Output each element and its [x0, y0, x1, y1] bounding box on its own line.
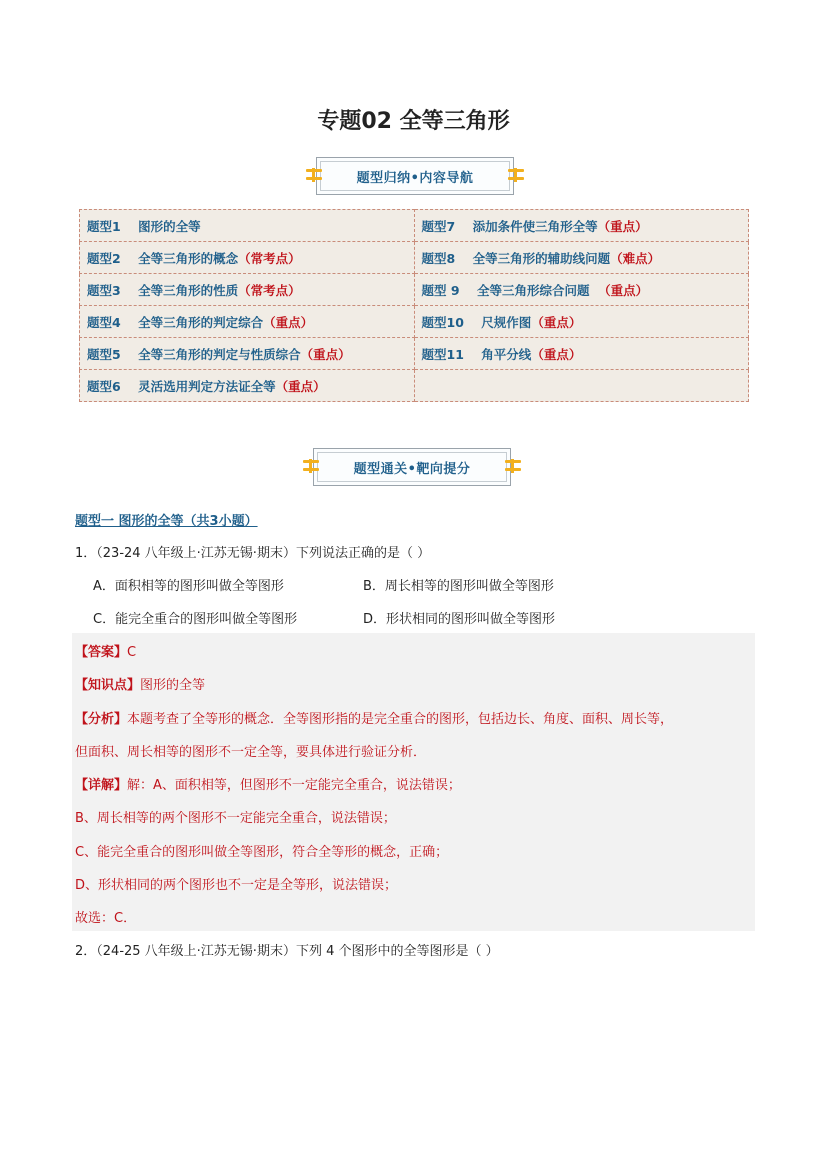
nav-row [80, 338, 749, 370]
nav-topic-label: 题型1 图形的全等 [87, 218, 201, 234]
question-1-stem: 1．（23-24 八年级上·江苏无锡·期末）下列说法正确的是（ ） [75, 546, 431, 561]
nav-topic-tag: （重点） [531, 346, 582, 362]
nav-topic-tag: （常考点） [238, 282, 301, 298]
question-1-option-d: D．形状相同的图形叫做全等图形 [363, 612, 556, 627]
nav-topic-label: 题型2 全等三角形的概念 [87, 250, 239, 266]
nav-row [80, 370, 749, 402]
question-1-option-a: A．面积相等的图形叫做全等图形 [93, 579, 284, 594]
detail-line-2: B、周长相等的两个图形不一定能完全重合，说法错误； [75, 811, 396, 826]
knowledge-point-value: 图形的全等 [140, 678, 206, 693]
section-title: 题型一 图形的全等（共3小题） [75, 514, 258, 529]
banner-title: 题型归纳•内容导航 [356, 171, 474, 186]
analysis-line-2 [75, 741, 426, 760]
nav-row [80, 306, 749, 338]
answer-value: C [127, 645, 137, 660]
nav-cell[interactable] [80, 370, 415, 402]
nav-topic-label: 题型3 全等三角形的性质 [87, 282, 239, 298]
answer-label: 【答案】 [75, 645, 128, 660]
nav-topic-label: 题型8 全等三角形的辅助线问题 [421, 250, 611, 266]
detail-line-4: D、形状相同的两个图形也不一定是全等形，说法错误； [75, 878, 398, 893]
nav-cell[interactable] [414, 210, 749, 242]
nav-topic-tag: （重点） [531, 314, 582, 330]
nav-topic-label: 题型6 灵活选用判定方法证全等 [87, 378, 276, 394]
banner-practice [299, 448, 525, 486]
nav-topic-label: 题型5 全等三角形的判定与性质综合 [87, 346, 301, 362]
knowledge-point-line [75, 674, 205, 693]
nav-cell[interactable] [414, 242, 749, 274]
nav-topic-label: 题型10 尺规作图 [421, 314, 532, 330]
nav-topic-tag: （重点） [597, 218, 648, 234]
banner-content-nav [302, 157, 528, 195]
nav-cell[interactable] [80, 338, 415, 370]
question-1-option-c: C．能完全重合的图形叫做全等图形 [93, 612, 298, 627]
analysis-text-2: 但面积、周长相等的图形不一定全等，要具体进行验证分析． [75, 745, 427, 760]
nav-topic-label: 题型4 全等三角形的判定综合 [87, 314, 264, 330]
question-2-stem: 2．（24-25 八年级上·江苏无锡·期末）下列 4 个图形中的全等图形是（ ） [75, 944, 499, 959]
nav-cell[interactable] [414, 274, 749, 306]
nav-cell[interactable] [414, 306, 749, 338]
nav-topic-tag: （重点） [275, 378, 326, 394]
nav-cell[interactable] [80, 274, 415, 306]
banner-title: 题型通关•靶向提分 [353, 462, 471, 477]
nav-cell[interactable] [414, 338, 749, 370]
nav-cell[interactable] [80, 306, 415, 338]
nav-topic-label: 题型11 角平分线 [421, 346, 532, 362]
detail-line-1 [75, 774, 461, 793]
analysis-text-1: 本题考查了全等形的概念．全等图形指的是完全重合的图形，包括边长、角度、面积、周长等， [127, 712, 674, 727]
answer-line [75, 641, 136, 660]
nav-cell[interactable] [80, 242, 415, 274]
detail-line-3: C、能完全重合的图形叫做全等图形，符合全等形的概念，正确； [75, 845, 449, 860]
analysis-line-1 [75, 708, 673, 727]
detail-text-1: 解：A、面积相等，但图形不一定能完全重合，说法错误； [127, 778, 461, 793]
detail-label: 【详解】 [75, 778, 128, 793]
nav-row [80, 210, 749, 242]
knowledge-point-label: 【知识点】 [75, 678, 141, 693]
conclusion-line: 故选：C． [75, 911, 137, 926]
nav-topic-tag: （常考点） [238, 250, 301, 266]
analysis-label: 【分析】 [75, 712, 128, 727]
question-1-option-b: B．周长相等的图形叫做全等图形 [363, 579, 554, 594]
page-title: 专题02 全等三角形 [317, 109, 510, 134]
nav-row [80, 274, 749, 306]
nav-topic-tag: （重点） [598, 282, 649, 298]
nav-topic-label: 题型7 添加条件使三角形全等 [421, 218, 598, 234]
nav-row [80, 242, 749, 274]
nav-topic-tag: （重点） [263, 314, 314, 330]
nav-cell[interactable] [80, 210, 415, 242]
nav-cell [414, 370, 749, 402]
topic-nav-table [79, 209, 749, 402]
nav-topic-tag: （重点） [300, 346, 351, 362]
nav-topic-label: 题型 9 全等三角形综合问题 [421, 282, 599, 298]
nav-topic-tag: （难点） [610, 250, 661, 266]
